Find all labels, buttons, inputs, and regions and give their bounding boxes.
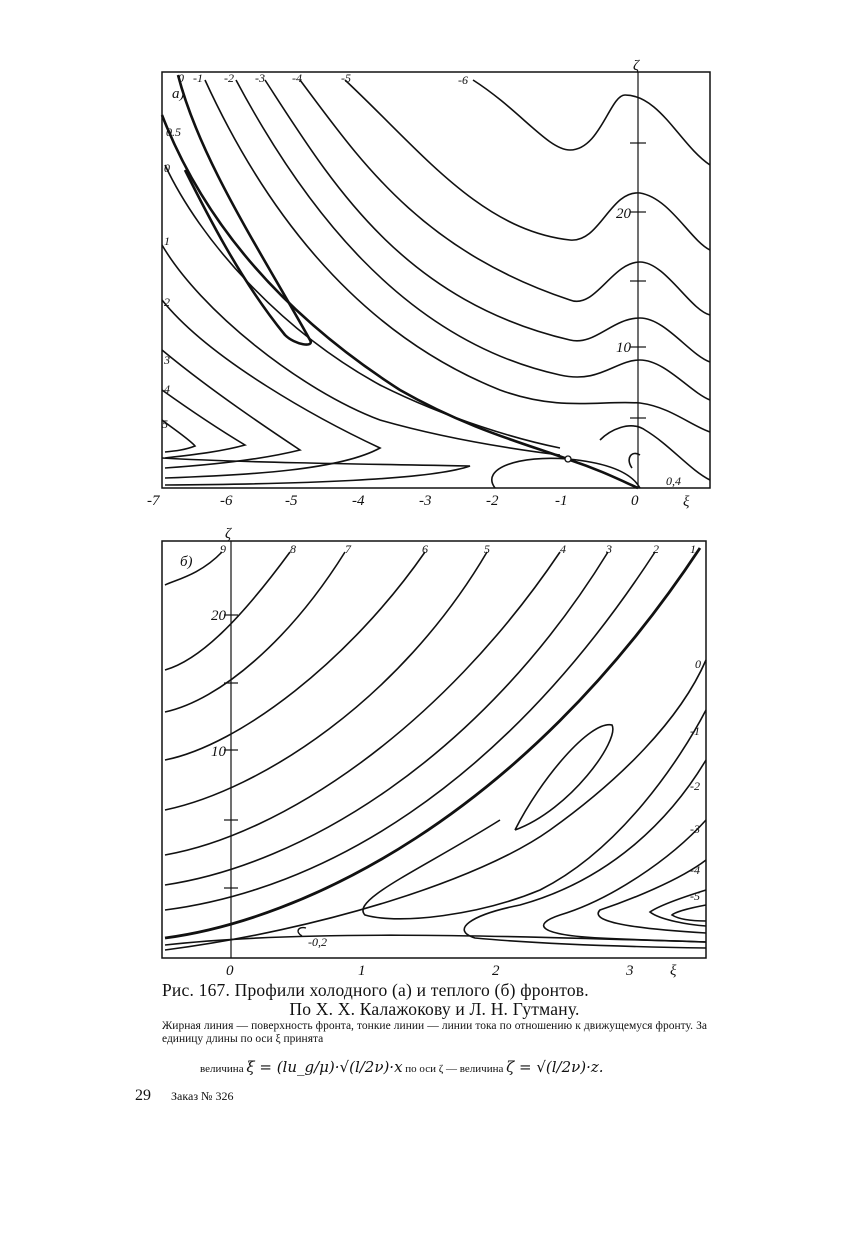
svg-text:1: 1	[164, 234, 170, 248]
svg-text:0: 0	[226, 963, 234, 979]
svg-text:-4: -4	[690, 863, 700, 877]
svg-text:-5: -5	[341, 71, 351, 85]
svg-text:-7: -7	[147, 493, 160, 509]
panel-b-xi-label: ξ	[670, 963, 677, 979]
svg-text:0: 0	[631, 493, 639, 509]
page-footer	[135, 1087, 234, 1105]
svg-text:-2: -2	[486, 493, 499, 509]
formula-zeta: ζ = √(l/2ν)·z.	[506, 1058, 604, 1076]
panel-b-zeta-label: ζ	[225, 526, 232, 542]
panel-a-zeta-label: ζ	[633, 58, 640, 74]
panel-a-corner-label: 0	[178, 71, 184, 85]
svg-text:-4: -4	[352, 493, 365, 509]
panel-a	[147, 58, 710, 510]
svg-text:9: 9	[220, 542, 226, 556]
formula-line	[200, 1058, 604, 1076]
svg-text:-3: -3	[419, 493, 432, 509]
figure-note: Жирная линия — поверхность фронта, тонкие линии — линии тока по отношению к движущемуся фронту. За единицу длины по оси ξ принята	[162, 1020, 707, 1045]
svg-text:-6: -6	[458, 73, 468, 87]
panel-a-x-ticks	[147, 493, 639, 509]
svg-text:1: 1	[358, 963, 366, 979]
panel-b-x-ticks	[226, 963, 634, 979]
figure-caption	[162, 981, 707, 1019]
formula-mid: по оси ζ — величина	[405, 1063, 504, 1075]
caption-line1: Рис. 167. Профили холодного (а) и теплого (б) фронтов.	[162, 980, 589, 1000]
svg-text:-1: -1	[555, 493, 568, 509]
svg-text:-2: -2	[690, 779, 700, 793]
panel-b	[162, 526, 706, 979]
panel-a-top-labels	[193, 71, 468, 87]
svg-text:-1: -1	[193, 71, 203, 85]
svg-text:2: 2	[164, 295, 170, 309]
svg-text:5: 5	[162, 417, 168, 431]
formula-prefix: величина	[200, 1063, 244, 1075]
svg-text:-6: -6	[220, 493, 233, 509]
panel-b-label: б)	[180, 554, 193, 570]
panel-a-label: a)	[172, 86, 185, 102]
panel-b-zeta-tick-20: 20	[211, 608, 226, 624]
svg-text:-5: -5	[285, 493, 298, 509]
panel-b-streamlines	[165, 548, 706, 950]
panel-a-zeta-tick-10: 10	[616, 340, 631, 356]
svg-text:0.5: 0.5	[166, 125, 181, 139]
caption-line2: По Х. Х. Калажокову и Л. Н. Гутману.	[289, 999, 580, 1019]
panel-b-top-labels	[220, 542, 696, 556]
svg-text:0: 0	[695, 657, 701, 671]
svg-text:3: 3	[626, 963, 634, 979]
panel-a-front-point	[565, 456, 571, 462]
svg-text:2: 2	[492, 963, 500, 979]
panel-a-zeta-tick-20: 20	[616, 206, 631, 222]
svg-text:4: 4	[164, 382, 170, 396]
panel-b-eddy-label: -0,2	[308, 935, 327, 949]
formula-xi: ξ = (lu_g/μ)·√(l/2ν)·x	[246, 1058, 403, 1076]
svg-text:3: 3	[606, 542, 612, 556]
svg-text:-1: -1	[690, 724, 700, 738]
svg-text:-3: -3	[690, 822, 700, 836]
svg-text:1: 1	[690, 542, 696, 556]
svg-text:-5: -5	[690, 889, 700, 903]
svg-text:0: 0	[164, 161, 170, 175]
svg-text:-3: -3	[255, 71, 265, 85]
panel-a-eddy-label: 0,4	[666, 474, 681, 488]
svg-text:6: 6	[422, 542, 428, 556]
svg-text:7: 7	[345, 542, 351, 556]
panel-b-eddy	[298, 928, 306, 936]
svg-text:2: 2	[653, 542, 659, 556]
svg-text:3: 3	[164, 353, 170, 367]
svg-text:8: 8	[290, 542, 296, 556]
order-number: Заказ № 326	[171, 1089, 234, 1103]
svg-text:-2: -2	[224, 71, 234, 85]
svg-text:4: 4	[560, 542, 566, 556]
panel-b-frame	[162, 541, 706, 958]
page-number: 29	[135, 1087, 151, 1104]
panel-b-zeta-tick-10: 10	[211, 744, 226, 760]
panel-a-xi-label: ξ	[683, 494, 690, 510]
svg-text:5: 5	[484, 542, 490, 556]
panel-b-right-labels	[690, 657, 701, 903]
svg-text:-4: -4	[292, 71, 302, 85]
panel-a-streamlines	[162, 75, 710, 488]
panel-a-left-labels	[162, 125, 181, 431]
